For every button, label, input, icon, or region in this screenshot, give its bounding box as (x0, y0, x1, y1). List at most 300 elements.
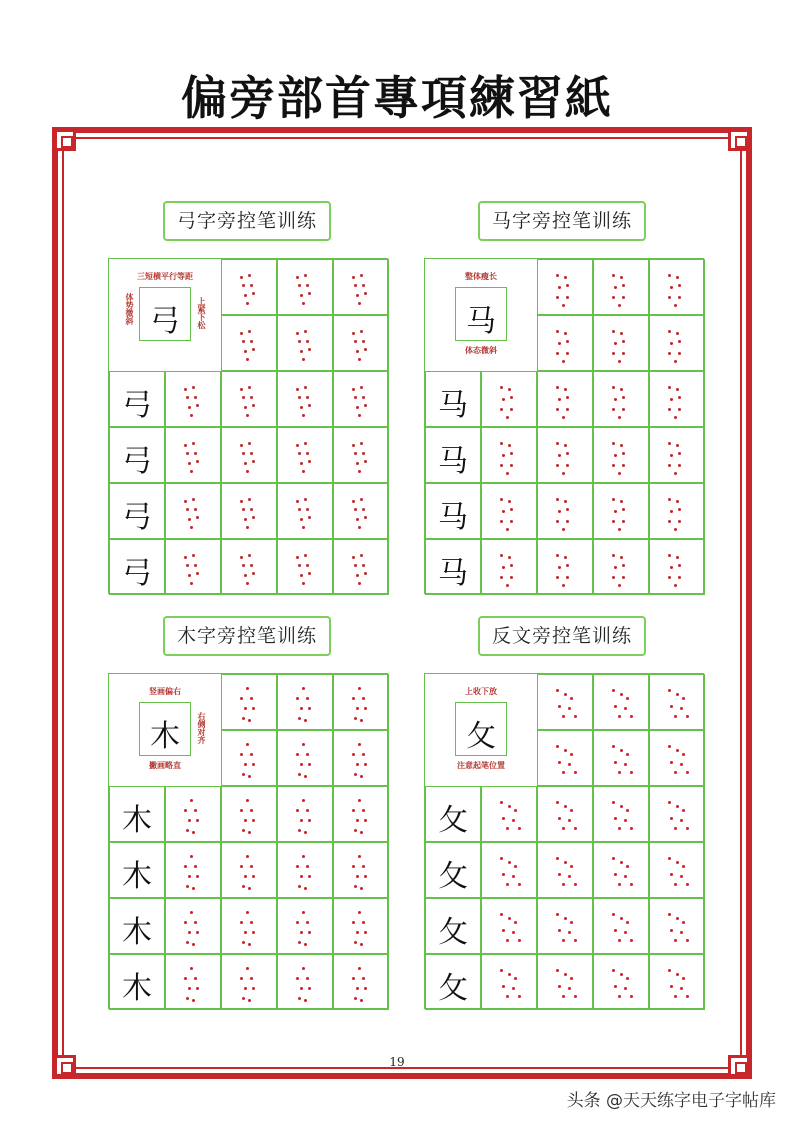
trace-dot (506, 939, 509, 942)
trace-dot (240, 332, 243, 335)
practice-cell[interactable] (221, 842, 277, 898)
note-bottom: 体态微斜 (465, 345, 497, 355)
practice-cell[interactable] (165, 898, 221, 954)
trace-dot (668, 330, 671, 333)
practice-cell[interactable] (649, 539, 705, 595)
trace-dot (568, 707, 571, 710)
trace-dot (618, 584, 621, 587)
practice-cell[interactable] (425, 427, 481, 483)
practice-cell[interactable] (109, 898, 165, 954)
practice-cell[interactable] (277, 898, 333, 954)
practice-cell[interactable] (277, 786, 333, 842)
trace-dot (676, 749, 679, 752)
practice-cell[interactable] (109, 427, 165, 483)
trace-dot (674, 472, 677, 475)
trace-dot (296, 444, 299, 447)
practice-cell[interactable] (333, 786, 389, 842)
trace-dot (244, 462, 247, 465)
section-title: 弓字旁控笔训练 (163, 201, 331, 241)
model-character: 木 (122, 803, 152, 838)
trace-dot (252, 516, 255, 519)
page-title: 偏旁部首專項練習紙 (181, 71, 613, 125)
trace-dot (570, 753, 573, 756)
trace-dot (670, 761, 673, 764)
trace-dot (362, 284, 365, 287)
trace-dot (296, 865, 299, 868)
practice-cell[interactable] (481, 898, 537, 954)
trace-dot (250, 340, 253, 343)
trace-dot (248, 943, 251, 946)
trace-dot (678, 340, 681, 343)
trace-dot (304, 775, 307, 778)
practice-cell[interactable] (109, 954, 165, 1010)
trace-dot (358, 470, 361, 473)
practice-cell[interactable] (537, 315, 593, 371)
trace-dot (184, 809, 187, 812)
practice-cell[interactable] (333, 674, 389, 730)
trace-dot (240, 865, 243, 868)
trace-dot (556, 857, 559, 860)
trace-dot (248, 831, 251, 834)
practice-cell[interactable] (593, 427, 649, 483)
trace-dot (308, 516, 311, 519)
practice-cell[interactable] (537, 427, 593, 483)
practice-cell[interactable] (165, 539, 221, 595)
trace-dot (302, 743, 305, 746)
trace-dot (352, 556, 355, 559)
trace-dot (612, 442, 615, 445)
trace-dot (186, 564, 189, 567)
practice-cell[interactable] (221, 954, 277, 1010)
trace-dot (308, 404, 311, 407)
trace-dot (668, 801, 671, 804)
practice-cell[interactable] (277, 730, 333, 786)
practice-cell[interactable] (649, 259, 705, 315)
trace-dot (354, 773, 357, 776)
practice-cell[interactable] (481, 427, 537, 483)
trace-dot (618, 360, 621, 363)
trace-dot (304, 719, 307, 722)
trace-dot (250, 452, 253, 455)
trace-dot (500, 857, 503, 860)
practice-cell[interactable] (425, 954, 481, 1010)
trace-dot (614, 566, 617, 569)
practice-cell[interactable] (221, 371, 277, 427)
trace-dot (184, 921, 187, 924)
practice-cell[interactable] (649, 371, 705, 427)
trace-dot (510, 408, 513, 411)
trace-dot (304, 274, 307, 277)
trace-dot (668, 274, 671, 277)
practice-cell[interactable] (277, 483, 333, 539)
trace-dot (676, 693, 679, 696)
trace-dot (186, 452, 189, 455)
practice-cell[interactable] (277, 259, 333, 315)
practice-cell[interactable] (481, 954, 537, 1010)
trace-dot (614, 929, 617, 932)
model-character: 攵 (438, 915, 468, 950)
practice-cell[interactable] (165, 483, 221, 539)
trace-dot (562, 827, 565, 830)
practice-cell[interactable] (593, 371, 649, 427)
trace-dot (244, 819, 247, 822)
note-top: 上收下放 (465, 686, 497, 696)
trace-dot (248, 999, 251, 1002)
trace-dot (566, 564, 569, 567)
practice-cell[interactable] (481, 786, 537, 842)
trace-dot (558, 510, 561, 513)
practice-cell[interactable] (593, 898, 649, 954)
practice-cell[interactable] (109, 483, 165, 539)
trace-dot (500, 969, 503, 972)
trace-dot (506, 528, 509, 531)
trace-dot (304, 887, 307, 890)
trace-dot (250, 697, 253, 700)
trace-dot (242, 396, 245, 399)
practice-cell[interactable] (481, 371, 537, 427)
demo-box (139, 287, 191, 341)
practice-cell[interactable] (221, 259, 277, 315)
trace-dot (556, 442, 559, 445)
practice-cell[interactable] (277, 427, 333, 483)
trace-dot (192, 943, 195, 946)
practice-cell[interactable] (649, 674, 705, 730)
trace-dot (556, 689, 559, 692)
trace-dot (248, 719, 251, 722)
trace-dot (304, 330, 307, 333)
trace-dot (306, 508, 309, 511)
trace-dot (360, 943, 363, 946)
practice-cell[interactable] (109, 539, 165, 595)
trace-dot (186, 997, 189, 1000)
practice-cell[interactable] (333, 483, 389, 539)
practice-cell[interactable] (109, 371, 165, 427)
trace-dot (240, 556, 243, 559)
trace-dot (556, 554, 559, 557)
trace-dot (360, 274, 363, 277)
trace-dot (246, 855, 249, 858)
trace-dot (564, 917, 567, 920)
practice-cell[interactable] (277, 371, 333, 427)
practice-cell[interactable] (425, 371, 481, 427)
trace-dot (630, 827, 633, 830)
trace-dot (240, 444, 243, 447)
practice-cell[interactable] (165, 786, 221, 842)
practice-cell[interactable] (537, 539, 593, 595)
practice-cell[interactable] (593, 730, 649, 786)
practice-cell[interactable] (277, 954, 333, 1010)
model-character: 攵 (438, 803, 468, 838)
trace-dot (298, 885, 301, 888)
trace-dot (250, 865, 253, 868)
practice-cell[interactable] (649, 730, 705, 786)
practice-cell[interactable] (333, 371, 389, 427)
trace-dot (188, 574, 191, 577)
trace-dot (308, 707, 311, 710)
trace-dot (678, 520, 681, 523)
practice-cell[interactable] (593, 786, 649, 842)
practice-cell[interactable] (481, 483, 537, 539)
trace-dot (676, 388, 679, 391)
practice-cell[interactable] (649, 427, 705, 483)
trace-dot (362, 977, 365, 980)
trace-dot (354, 284, 357, 287)
practice-cell[interactable] (649, 315, 705, 371)
trace-dot (352, 388, 355, 391)
practice-cell[interactable] (537, 674, 593, 730)
practice-cell[interactable] (425, 898, 481, 954)
trace-dot (630, 883, 633, 886)
trace-dot (298, 508, 301, 511)
trace-dot (508, 917, 511, 920)
practice-grid (424, 258, 704, 594)
practice-cell[interactable] (165, 842, 221, 898)
practice-cell[interactable] (221, 674, 277, 730)
practice-cell[interactable] (537, 842, 593, 898)
trace-dot (308, 292, 311, 295)
trace-dot (190, 855, 193, 858)
practice-cell[interactable] (593, 259, 649, 315)
trace-dot (246, 743, 249, 746)
trace-dot (676, 500, 679, 503)
trace-dot (556, 274, 559, 277)
trace-dot (620, 805, 623, 808)
trace-dot (620, 500, 623, 503)
practice-cell[interactable] (221, 898, 277, 954)
practice-cell[interactable] (333, 842, 389, 898)
practice-cell[interactable] (593, 674, 649, 730)
trace-dot (502, 566, 505, 569)
practice-cell[interactable] (221, 427, 277, 483)
trace-dot (674, 995, 677, 998)
trace-dot (300, 574, 303, 577)
trace-dot (360, 887, 363, 890)
trace-dot (250, 921, 253, 924)
trace-dot (502, 398, 505, 401)
trace-dot (678, 396, 681, 399)
trace-dot (680, 987, 683, 990)
trace-dot (558, 761, 561, 764)
practice-cell[interactable] (481, 842, 537, 898)
trace-dot (626, 977, 629, 980)
practice-cell[interactable] (221, 539, 277, 595)
trace-dot (362, 809, 365, 812)
practice-cell[interactable] (165, 954, 221, 1010)
trace-dot (500, 464, 503, 467)
practice-cell[interactable] (165, 371, 221, 427)
trace-dot (510, 508, 513, 511)
trace-dot (670, 566, 673, 569)
trace-dot (354, 997, 357, 1000)
trace-dot (362, 753, 365, 756)
practice-cell[interactable] (537, 259, 593, 315)
trace-dot (190, 470, 193, 473)
trace-dot (196, 819, 199, 822)
trace-dot (620, 556, 623, 559)
practice-cell[interactable] (537, 483, 593, 539)
practice-cell[interactable] (333, 427, 389, 483)
trace-dot (248, 330, 251, 333)
model-character: 木 (122, 971, 152, 1006)
trace-dot (188, 406, 191, 409)
practice-cell[interactable] (221, 315, 277, 371)
practice-cell[interactable] (333, 730, 389, 786)
trace-dot (612, 689, 615, 692)
practice-cell[interactable] (593, 954, 649, 1010)
trace-dot (192, 554, 195, 557)
practice-cell[interactable] (277, 674, 333, 730)
practice-grid (424, 673, 704, 1009)
trace-dot (184, 556, 187, 559)
trace-dot (558, 342, 561, 345)
trace-dot (354, 564, 357, 567)
trace-dot (622, 576, 625, 579)
trace-dot (564, 805, 567, 808)
trace-dot (302, 967, 305, 970)
practice-cell[interactable] (277, 315, 333, 371)
trace-dot (668, 442, 671, 445)
practice-cell[interactable] (277, 539, 333, 595)
trace-dot (296, 809, 299, 812)
trace-dot (244, 987, 247, 990)
practice-cell[interactable] (221, 786, 277, 842)
practice-cell[interactable] (425, 539, 481, 595)
trace-dot (562, 715, 565, 718)
trace-dot (508, 444, 511, 447)
trace-dot (506, 827, 509, 830)
trace-dot (352, 276, 355, 279)
practice-cell[interactable] (593, 483, 649, 539)
model-character: 马 (438, 388, 468, 423)
practice-cell[interactable] (165, 427, 221, 483)
trace-dot (568, 987, 571, 990)
trace-dot (248, 386, 251, 389)
practice-cell[interactable] (333, 954, 389, 1010)
trace-dot (558, 929, 561, 932)
practice-cell[interactable] (537, 898, 593, 954)
trace-dot (306, 697, 309, 700)
trace-dot (556, 801, 559, 804)
practice-cell[interactable] (649, 954, 705, 1010)
trace-dot (566, 396, 569, 399)
practice-cell[interactable] (537, 730, 593, 786)
trace-dot (300, 763, 303, 766)
trace-dot (680, 819, 683, 822)
practice-cell[interactable] (649, 483, 705, 539)
trace-dot (360, 386, 363, 389)
trace-dot (306, 396, 309, 399)
practice-cell[interactable] (649, 786, 705, 842)
trace-dot (562, 360, 565, 363)
trace-dot (242, 829, 245, 832)
practice-cell[interactable] (537, 786, 593, 842)
practice-cell[interactable] (277, 842, 333, 898)
practice-cell[interactable] (425, 483, 481, 539)
practice-cell[interactable] (333, 898, 389, 954)
trace-dot (240, 977, 243, 980)
trace-dot (360, 442, 363, 445)
trace-dot (356, 518, 359, 521)
practice-cell[interactable] (537, 371, 593, 427)
practice-cell[interactable] (593, 842, 649, 898)
trace-dot (678, 564, 681, 567)
practice-cell[interactable] (537, 954, 593, 1010)
model-character: 木 (122, 915, 152, 950)
trace-dot (512, 931, 515, 934)
trace-dot (242, 997, 245, 1000)
practice-cell[interactable] (109, 842, 165, 898)
trace-dot (190, 526, 193, 529)
trace-dot (246, 911, 249, 914)
trace-dot (574, 995, 577, 998)
practice-cell[interactable] (333, 315, 389, 371)
trace-dot (570, 809, 573, 812)
trace-dot (668, 689, 671, 692)
practice-cell[interactable] (425, 842, 481, 898)
trace-dot (676, 973, 679, 976)
practice-cell[interactable] (593, 539, 649, 595)
trace-dot (304, 386, 307, 389)
practice-cell[interactable] (221, 730, 277, 786)
trace-dot (362, 452, 365, 455)
practice-cell[interactable] (593, 315, 649, 371)
corner-ornament-top-right (728, 129, 750, 151)
model-character: 弓 (122, 500, 152, 535)
trace-dot (362, 508, 365, 511)
trace-dot (568, 819, 571, 822)
trace-dot (196, 875, 199, 878)
practice-cell[interactable] (109, 786, 165, 842)
trace-dot (630, 771, 633, 774)
trace-dot (670, 985, 673, 988)
trace-dot (508, 500, 511, 503)
trace-dot (612, 520, 615, 523)
practice-cell[interactable] (333, 539, 389, 595)
trace-dot (240, 697, 243, 700)
trace-dot (564, 693, 567, 696)
trace-dot (514, 865, 517, 868)
trace-dot (298, 829, 301, 832)
trace-dot (242, 717, 245, 720)
practice-cell[interactable] (649, 842, 705, 898)
watermark: 头条 @天天练字电子字帖库 (566, 1091, 776, 1111)
trace-dot (364, 987, 367, 990)
trace-dot (252, 987, 255, 990)
practice-cell[interactable] (425, 786, 481, 842)
practice-cell[interactable] (481, 539, 537, 595)
trace-dot (620, 973, 623, 976)
practice-cell[interactable] (221, 483, 277, 539)
trace-dot (354, 452, 357, 455)
practice-cell[interactable] (649, 898, 705, 954)
trace-dot (356, 987, 359, 990)
trace-dot (564, 861, 567, 864)
trace-dot (676, 556, 679, 559)
trace-dot (248, 887, 251, 890)
practice-cell[interactable] (333, 259, 389, 315)
trace-dot (364, 348, 367, 351)
trace-dot (300, 707, 303, 710)
trace-dot (250, 284, 253, 287)
demo-character: 木 (150, 719, 180, 754)
trace-dot (556, 386, 559, 389)
trace-dot (668, 554, 671, 557)
trace-dot (358, 302, 361, 305)
trace-dot (252, 292, 255, 295)
trace-dot (678, 296, 681, 299)
trace-dot (564, 276, 567, 279)
trace-dot (302, 799, 305, 802)
